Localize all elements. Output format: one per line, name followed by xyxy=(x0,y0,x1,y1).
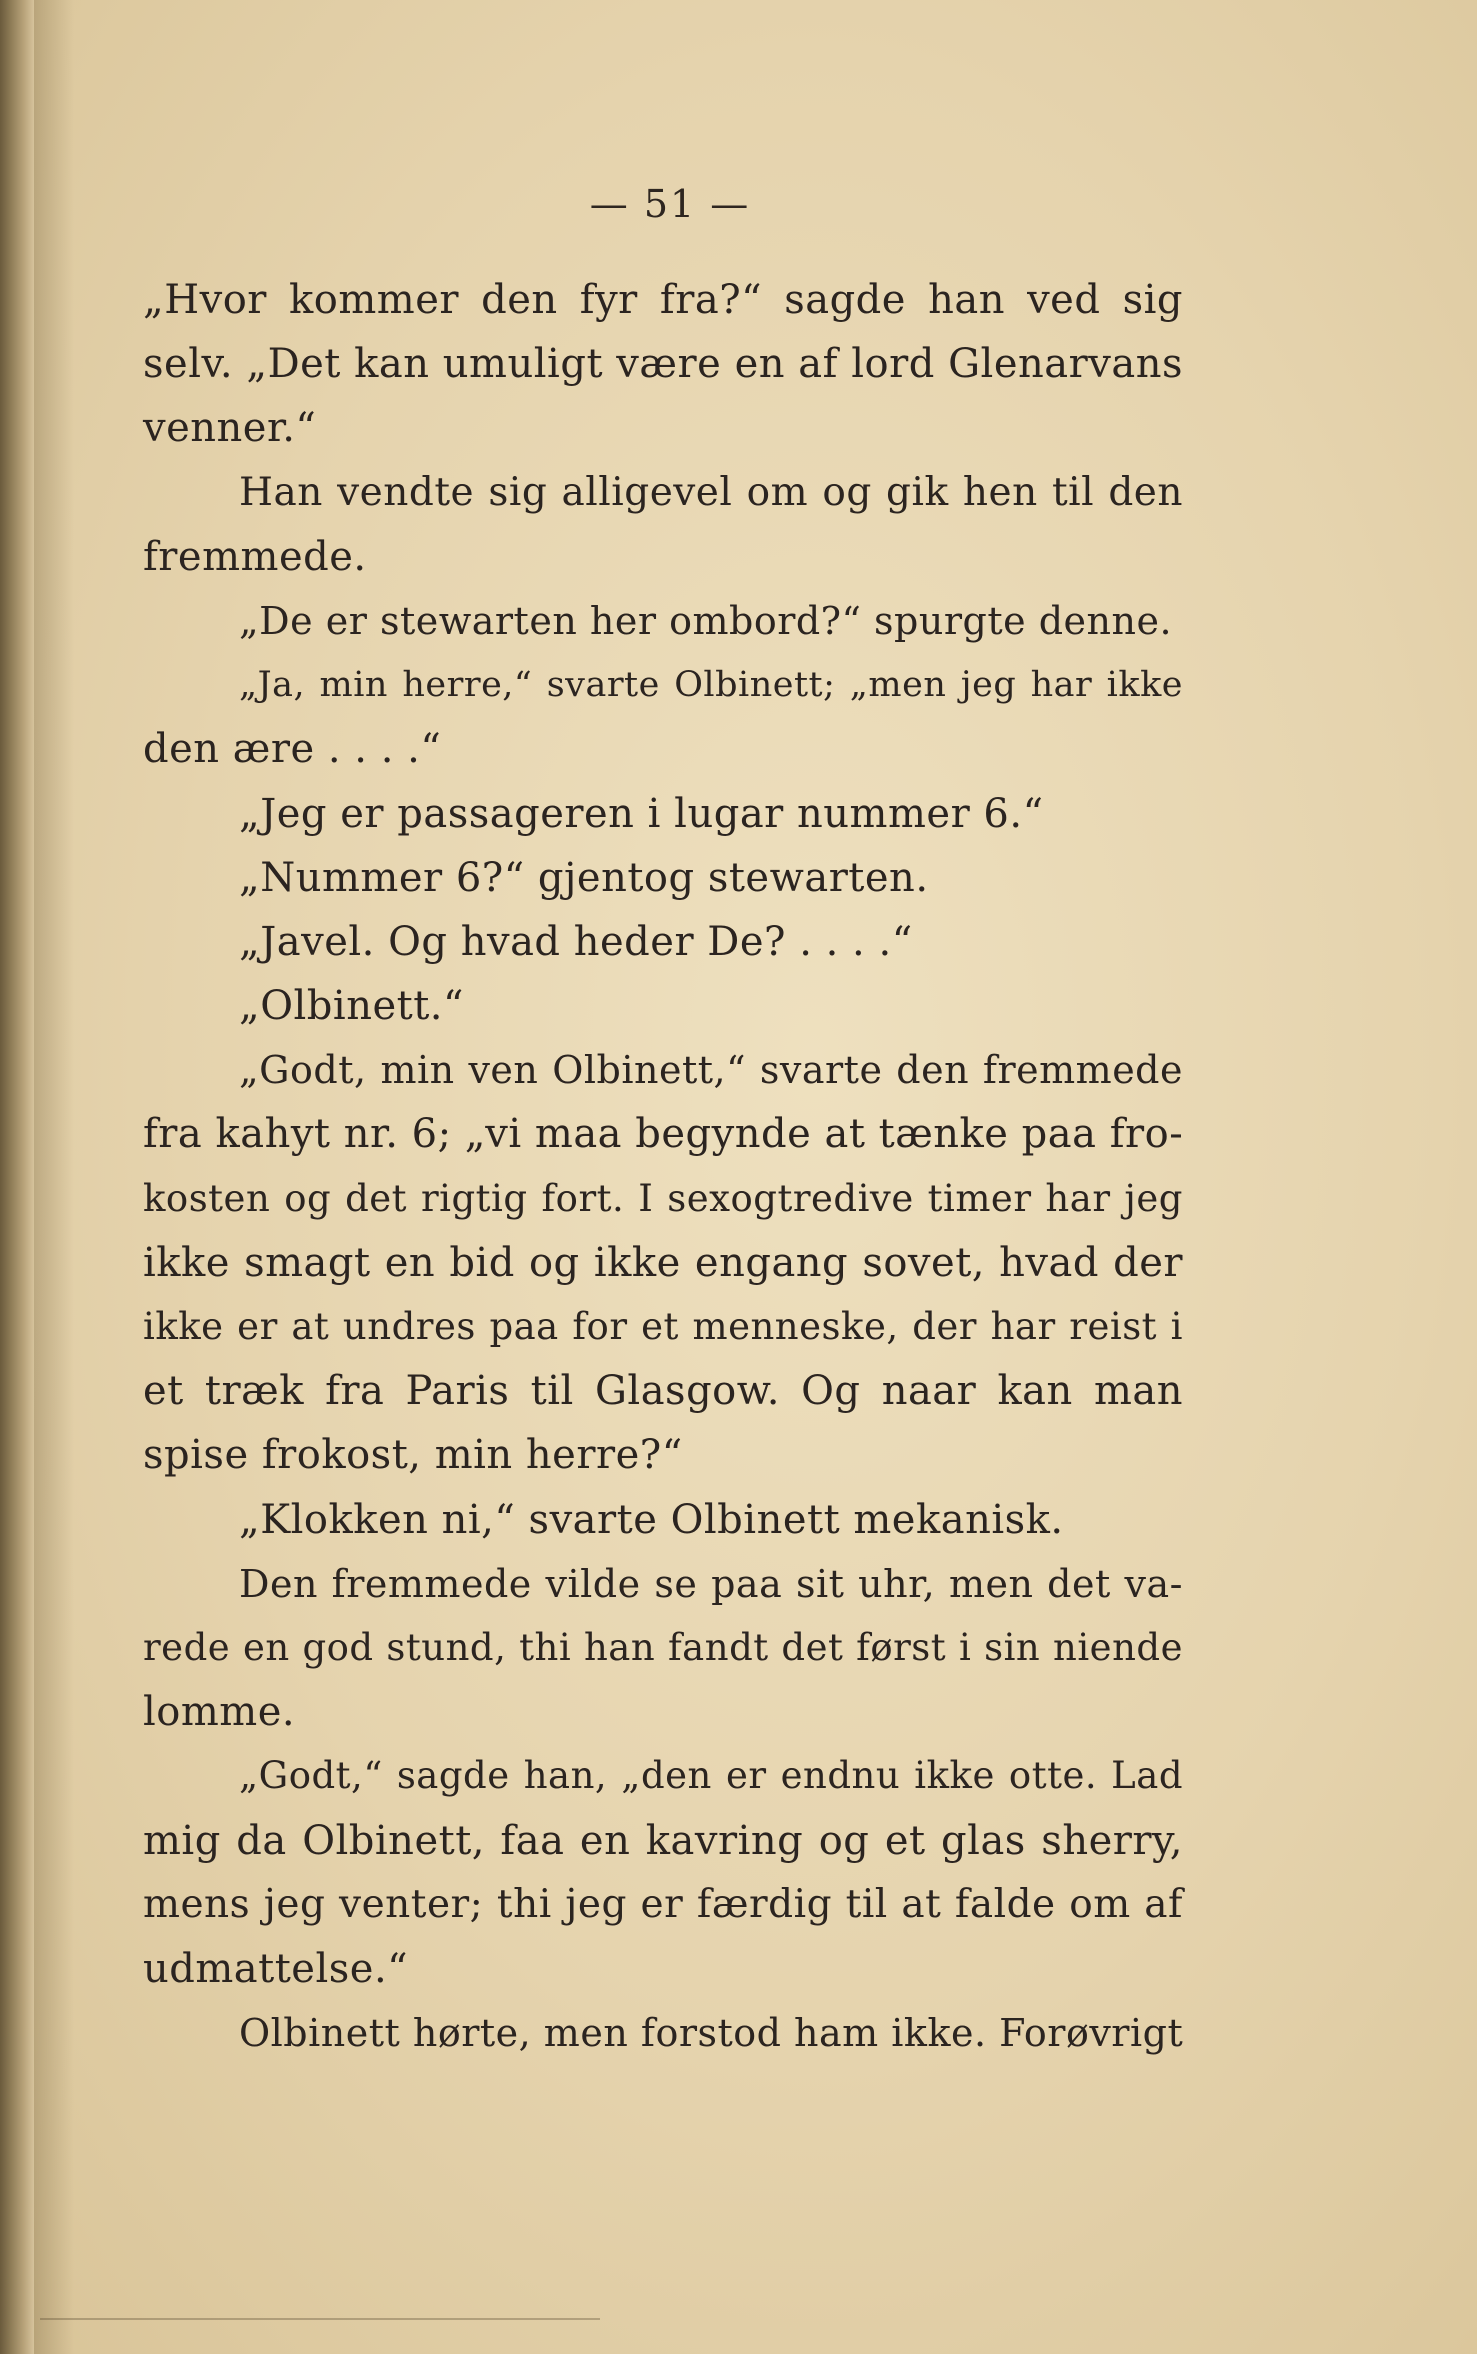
text-line: „De er stewarten her ombord?“ spurgte denne. xyxy=(239,598,1173,643)
text-line: udmattelse.“ xyxy=(143,1945,409,1992)
text-line: Olbinett hørte, men forstod ham ikke. Forøvrigt xyxy=(239,2011,1184,2056)
page-edge-mark xyxy=(40,2318,600,2320)
book-binding xyxy=(0,0,34,2354)
text-line: ikke smagt en bid og ikke engang sovet, hvad der xyxy=(143,1239,1183,1286)
text-line: mens jeg venter; thi jeg er færdig til at falde om af xyxy=(143,1881,1183,1927)
text-line: venner.“ xyxy=(143,405,317,452)
text-line: rede en god stund, thi han fandt det først i sin niende xyxy=(143,1625,1183,1669)
text-line: „Godt,“ sagde han, „den er endnu ikke otte. Lad xyxy=(239,1754,1183,1798)
text-line: „Ja, min herre,“ svarte Olbinett; „men jeg har ikke xyxy=(239,665,1183,706)
text-line: lomme. xyxy=(143,1689,296,1736)
text-line: Den fremmede vilde se paa sit uhr, men det va- xyxy=(239,1561,1183,1606)
body-text xyxy=(143,268,1183,2065)
text-line: fremmede. xyxy=(143,533,367,580)
text-line: „Olbinett.“ xyxy=(239,983,464,1030)
text-line: „Klokken ni,“ svarte Olbinett mekanisk. xyxy=(239,1496,1064,1543)
page-number: — 51 — xyxy=(589,182,751,226)
text-line: ikke er at undres paa for et menneske, der har reist i xyxy=(143,1305,1183,1348)
text-line: kosten og det rigtig fort. I sexogtredive timer har jeg xyxy=(143,1176,1183,1220)
text-line: mig da Olbinett, faa en kavring og et glas sherry, xyxy=(143,1817,1183,1864)
text-line: fra kahyt nr. 6; „vi maa begynde at tænke paa fro- xyxy=(143,1111,1184,1158)
text-line: selv. „Det kan umuligt være en af lord Glenarvans xyxy=(143,341,1183,388)
text-line: et træk fra Paris til Glasgow. Og naar kan man xyxy=(143,1368,1183,1415)
text-line: „Nummer 6?“ gjentog stewarten. xyxy=(239,854,929,901)
text-line: „Godt, min ven Olbinett,“ svarte den fremmede xyxy=(239,1048,1183,1093)
text-line: Han vendte sig alligevel om og gik hen til den xyxy=(239,469,1183,515)
text-line: spise frokost, min herre?“ xyxy=(143,1432,683,1479)
text-line: „Jeg er passageren i lugar nummer 6.“ xyxy=(239,790,1044,837)
text-line: „Hvor kommer den fyr fra?“ sagde han ved sig xyxy=(143,277,1183,323)
binding-shadow xyxy=(34,0,74,2354)
text-line: „Javel. Og hvad heder De? . . . .“ xyxy=(239,918,913,965)
text-line: den ære . . . .“ xyxy=(143,726,442,773)
